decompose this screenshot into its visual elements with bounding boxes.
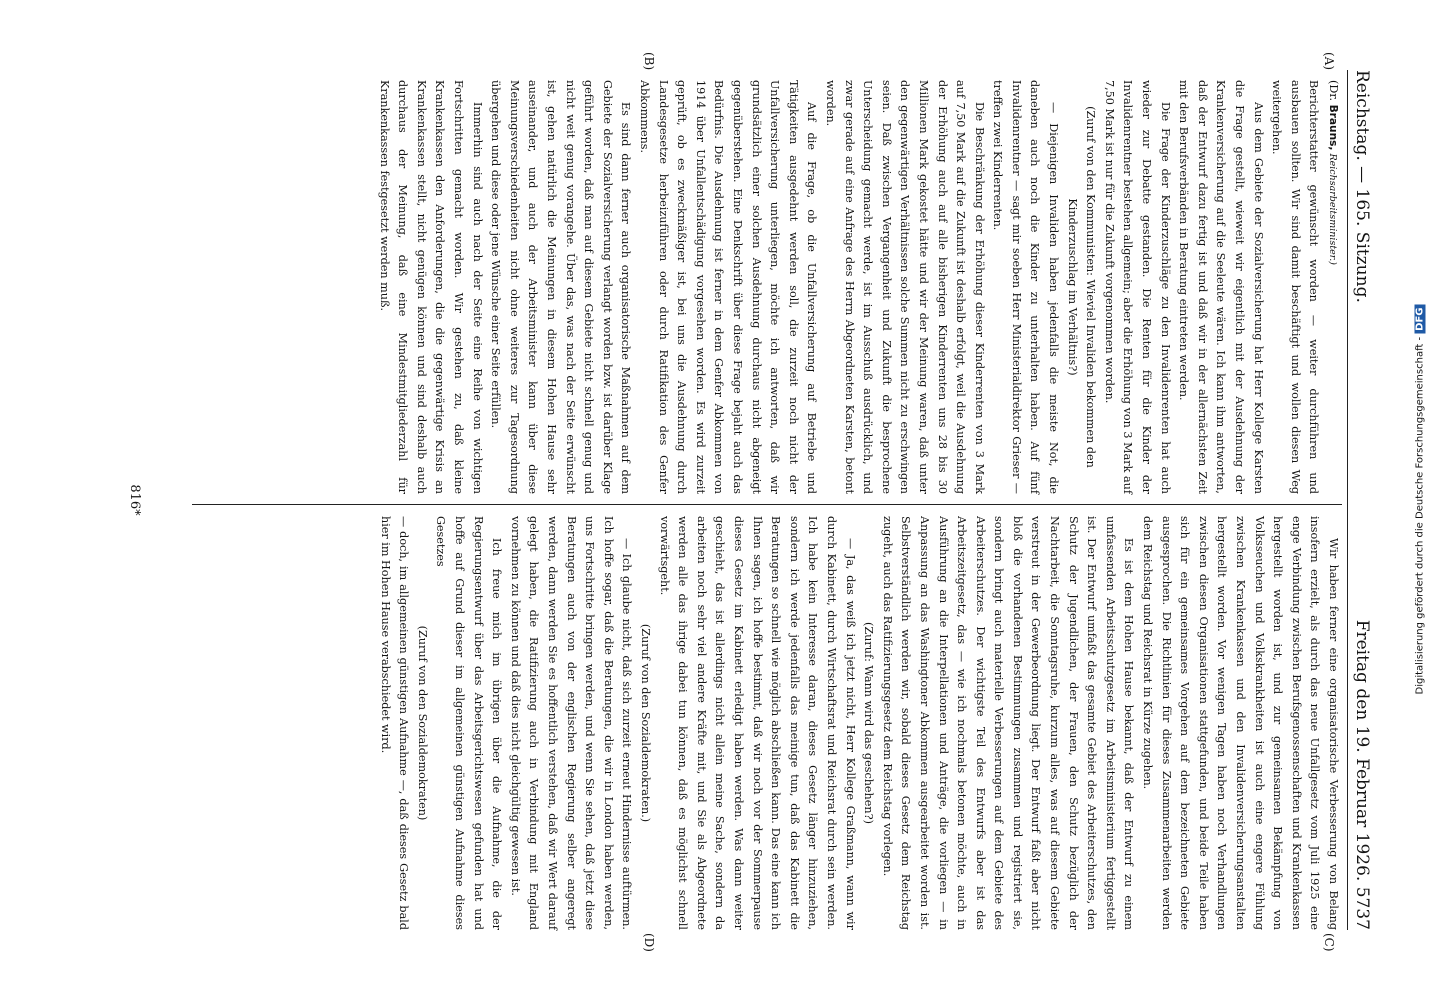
paragraph: — Ja, das weiß ich jetzt nicht, Herr Kollege Graßmann, wann wir durch Kabinett, durch Wirtschaftsrat und Reichsrat durch sein werden. Ich habe kein Interesse daran, dieses Gesetz länger hinzuziehen, sondern ich werde jedenfalls das meinige tun, daß das Kabinett die Beratungen so schnell wie möglich abschließen kann. Das eine kann ich Ihnen sagen, ich hoffe bestimmt, daß wir noch vor der Sommerpause dieses Gesetz im Kabinett erledigt haben werden. Was dann weiter geschieht, das ist allerdings nicht allein meine Sache, sondern da arbeiten noch sehr viel andere Kräfte mit, und Sie als Abgeordnete werden alle das ihrige dabei tun können, daß es möglichst schnell vorwärtsgeht. — [657, 516, 857, 930]
page-signature: 816* — [127, 484, 142, 516]
margin-letter-d: (D) — [642, 933, 656, 952]
paragraph: — Diejenigen Invaliden haben jedenfalls die meiste Not, die daneben auch noch die Kinder zu unterhalten haben. Auf fünf Invalidenrentner — sagt mir soeben Herr Ministerialdirektor Grieser — treffen zwei Kinderrenten. — [991, 80, 1061, 494]
header-rule — [1347, 70, 1348, 930]
interjection: (Zuruf von den Sozialdemokraten.) — [639, 623, 653, 823]
margin-letter-b: (B) — [642, 52, 656, 71]
paragraph: Berichterstatter gewünscht worden — weiter durchführen und ausbauen sollten. Wir sind damit beschäftigt und wollen diesen Weg weitergehen. — [1270, 80, 1321, 494]
rotated-document-page — [52, 50, 1382, 950]
speaker-name: Brauns, — [1327, 104, 1339, 151]
header-right: Freitag den 19. Februar 1926. 5737 — [1352, 619, 1372, 930]
paragraph: Die Beschränkung der Erhöhung dieser Kinderrenten von 3 Mark auf 7,50 Mark auf die Zukunft ist deshalb erfolgt, weil die Ausdehnung der Erhöhung auch auf alle bisherigen Kinderrenten uns 28 bis 30 Millionen Mark gekostet hätte und wir der Meinung waren, daß unter den gegenwärtigen Verhältnissen solche Summen nicht zu erschwingen seien. Daß zwischen Vergangenheit und Zukunft die besprochene Unterscheidung gemacht werde, ist im Ausschuß ausdrücklich, und zwar gerade auf eine Anfrage des Herrn Abgeordneten Karsten, betont worden. — [823, 80, 986, 494]
left-column — [374, 80, 1342, 494]
funding-notice — [1415, 220, 1426, 780]
header-left: Reichstag. — 165. Sitzung. — [1352, 70, 1372, 303]
paragraph: Ich freue mich im übrigen über die Aufnahme, die der Regierungsentwurf über das Arbeitsgerichtswesen gefunden hat und hoffe auf Grund dieser im allgemeinen günstigen Aufnahme dieses Gesetzes — [434, 516, 504, 930]
funding-text: Digitalisierung gefördert durch die Deutsche Forschungsgemeinschaft - — [1414, 336, 1426, 695]
paragraph: Wir haben ferner eine organisatorische Verbesserung von Belang insofern erzielt, als durch das neue Unfallgesetz vom Juli 1925 eine enge Verbindung zwischen Berufsgenossenschaften und Krankenkassen hergestellt worden ist, und zur gemeinsamen Bekämpfung von Volksseuchen und Volkskrankheiten ist auch eine engere Fühlung zwischen Krankenkassen und den Invalidenversicherungsanstalten hergestellt worden. Vor wenigen Tagen haben noch Verhandlungen zwischen diesen Organisationen stattgefunden, und beide Teile haben sich für ein gemeinsames Vorgehen auf dem bezeichneten Gebiete ausgesprochen. Die Richtlinien für dieses Zusammenarbeiten werden dem Reichstag und Reichsrat in Kürze zugehen. — [1141, 516, 1340, 930]
paragraph: — doch, im allgemeinen günstigen Aufnahme —, daß dieses Gesetz bald hier im Hohen Hause verabschiedet wird. — [378, 516, 411, 930]
paragraph: Es sind dann ferner auch organisatorische Maßnahmen auf dem Gebiete der Sozialversicherung verlangt worden bzw. ist darüber Klage geführt worden, daß man auf diesem Gebiete nicht schnell genug und nicht weit genug vorangehe. Über das, was nach der Seite erwünscht ist, gehen natürlich die Meinungen in diesem Hohen Hause sehr auseinander, und auch der Arbeitsminister kann über diese Meinungsverschiedenheiten nicht ohne weiteres zur Tagesordnung übergehen und diese oder jene Wünsche einer Seite erfüllen. — [489, 80, 633, 494]
interjection: (Zuruf: Wann wird das geschehen?) — [862, 622, 876, 824]
speaker-prefix: (Dr. — [1327, 80, 1340, 105]
speaker-role: Reichsarbeitsminister.) — [1327, 150, 1338, 265]
paragraph: Es ist dem Hohen Hause bekannt, daß der Entwurf zu einem umfassenden Arbeitsschutzgesetz im Arbeitsministerium fertiggestellt ist. Der Entwurf umfaßt das gesamte Gebiet des Arbeiterschutzes, den Schutz der Jugendlichen, der Frauen, den Schutz bezüglich der Nachtarbeit, die Sonntagsruhe, kurzum alles, was auf diesem Gebiete verstreut in der Gewerbeordnung liegt. Der Entwurf faßt aber nicht bloß die vorhandenen Bestimmungen zusammen und registriert sie, sondern bringt auch materielle Verbesserungen auf dem Gebiete des Arbeiterschutzes. Der wichtigste Teil des Entwurfs aber ist das Arbeitszeitgesetz, das — wie ich nochmals betonen möchte, auch in Ausführung an die Interpellationen und Anträge, die vorliegen — in Anpassung an das Washingtoner Abkommen ausgearbeitet worden ist. Selbstverständlich werden wir, sobald dieses Gesetz dem Reichstag zugeht, auch das Ratifizierungsgesetz dem Reichstag vorlegen. — [880, 516, 1136, 930]
interjection: (Zuruf von den Kommunisten: Wieviel Invaliden bekommen den Kinderzuschlag im Verhältnis?) — [1065, 106, 1098, 468]
interjection: (Zuruf von den Sozialdemokraten) — [415, 625, 429, 821]
page-header — [1346, 70, 1376, 930]
right-column — [375, 516, 1342, 930]
paragraph: Die Frage der Kinderzuschläge zu den Invalidenrenten hat auch wieder zur Debatte gestanden. Die Renten für die Kinder der Invalidenrentner bestehen allgemein; aber die Erhöhung von 3 Mark auf 7,50 Mark ist nur für die Zukunft vorgenommen worden. — [1102, 80, 1172, 494]
paragraph: Immerhin sind auch nach der Seite eine Reihe von wichtigen Fortschritten gemacht worden. Wir gestehen zu, daß kleine Krankenkassen den Anforderungen, die die gegenwärtige Krisis an Krankenkassen stellt, nicht genügen können und sind deshalb auch durchaus der Meinung, daß eine Mindestmitgliederzahl für Krankenkassen festgesetzt werden muß. — [377, 80, 484, 494]
paragraph: Aus dem Gebiete der Sozialversicherung hat Herr Kollege Karsten die Frage gestellt, wieweit wir eigentlich mit der Ausdehnung der Krankenversicherung auf die Seeleute wären. Ich kann ihm antworten, daß der Entwurf dazu fertig ist und daß wir in der allernächsten Zeit mit den Berufsverbänden in Beratung eintreten werden. — [1177, 80, 1265, 494]
speaker-line — [1322, 80, 1342, 494]
dfg-logo: DFG — [1415, 305, 1426, 334]
paragraph: Auf die Frage, ob die Unfallversicherung auf Betriebe und Tätigkeiten ausgedehnt werden soll, die zurzeit noch nicht der Unfallversicherung unterliegen, möchte ich antworten, daß wir grundsätzlich einer solchen Ausdehnung durchaus nicht abgeneigt gegenüberstehen. Eine Denkschrift über diese Frage bejaht auch das Bedürfnis. Die Ausdehnung ist ferner in dem Genfer Abkommen von 1914 über Unfallentschädigung vorgesehen worden. Es wird zurzeit geprüft, ob es zweckmäßiger ist, bei uns die Ausdehnung durch Landesgesetze herbeizuführen oder durch Ratifikation des Genfer Abkommens. — [638, 80, 819, 494]
margin-letter-c: (C) — [1322, 933, 1336, 952]
column-separator — [192, 504, 1342, 505]
paragraph: — Ich glaube nicht, daß sich zurzeit erneut Hindernisse auftürmen. Ich hoffe sogar, daß die Beratungen, die wir in London haben werden, uns Fortschritte bringen werden, und wenn Sie sehen, daß jetzt diese Beratungen auch von der englischen Regierung selber angeregt werden, dann werden Sie es hoffentlich verstehen, daß wir Wert darauf gelegt haben, die Ratifizierung auch in Verbindung mit England vornehmen zu können und daß dies nicht gleichgültig gewesen ist. — [508, 516, 634, 930]
funding-side-strip — [1406, 0, 1434, 1000]
margin-letter-a: (A) — [1322, 52, 1336, 71]
